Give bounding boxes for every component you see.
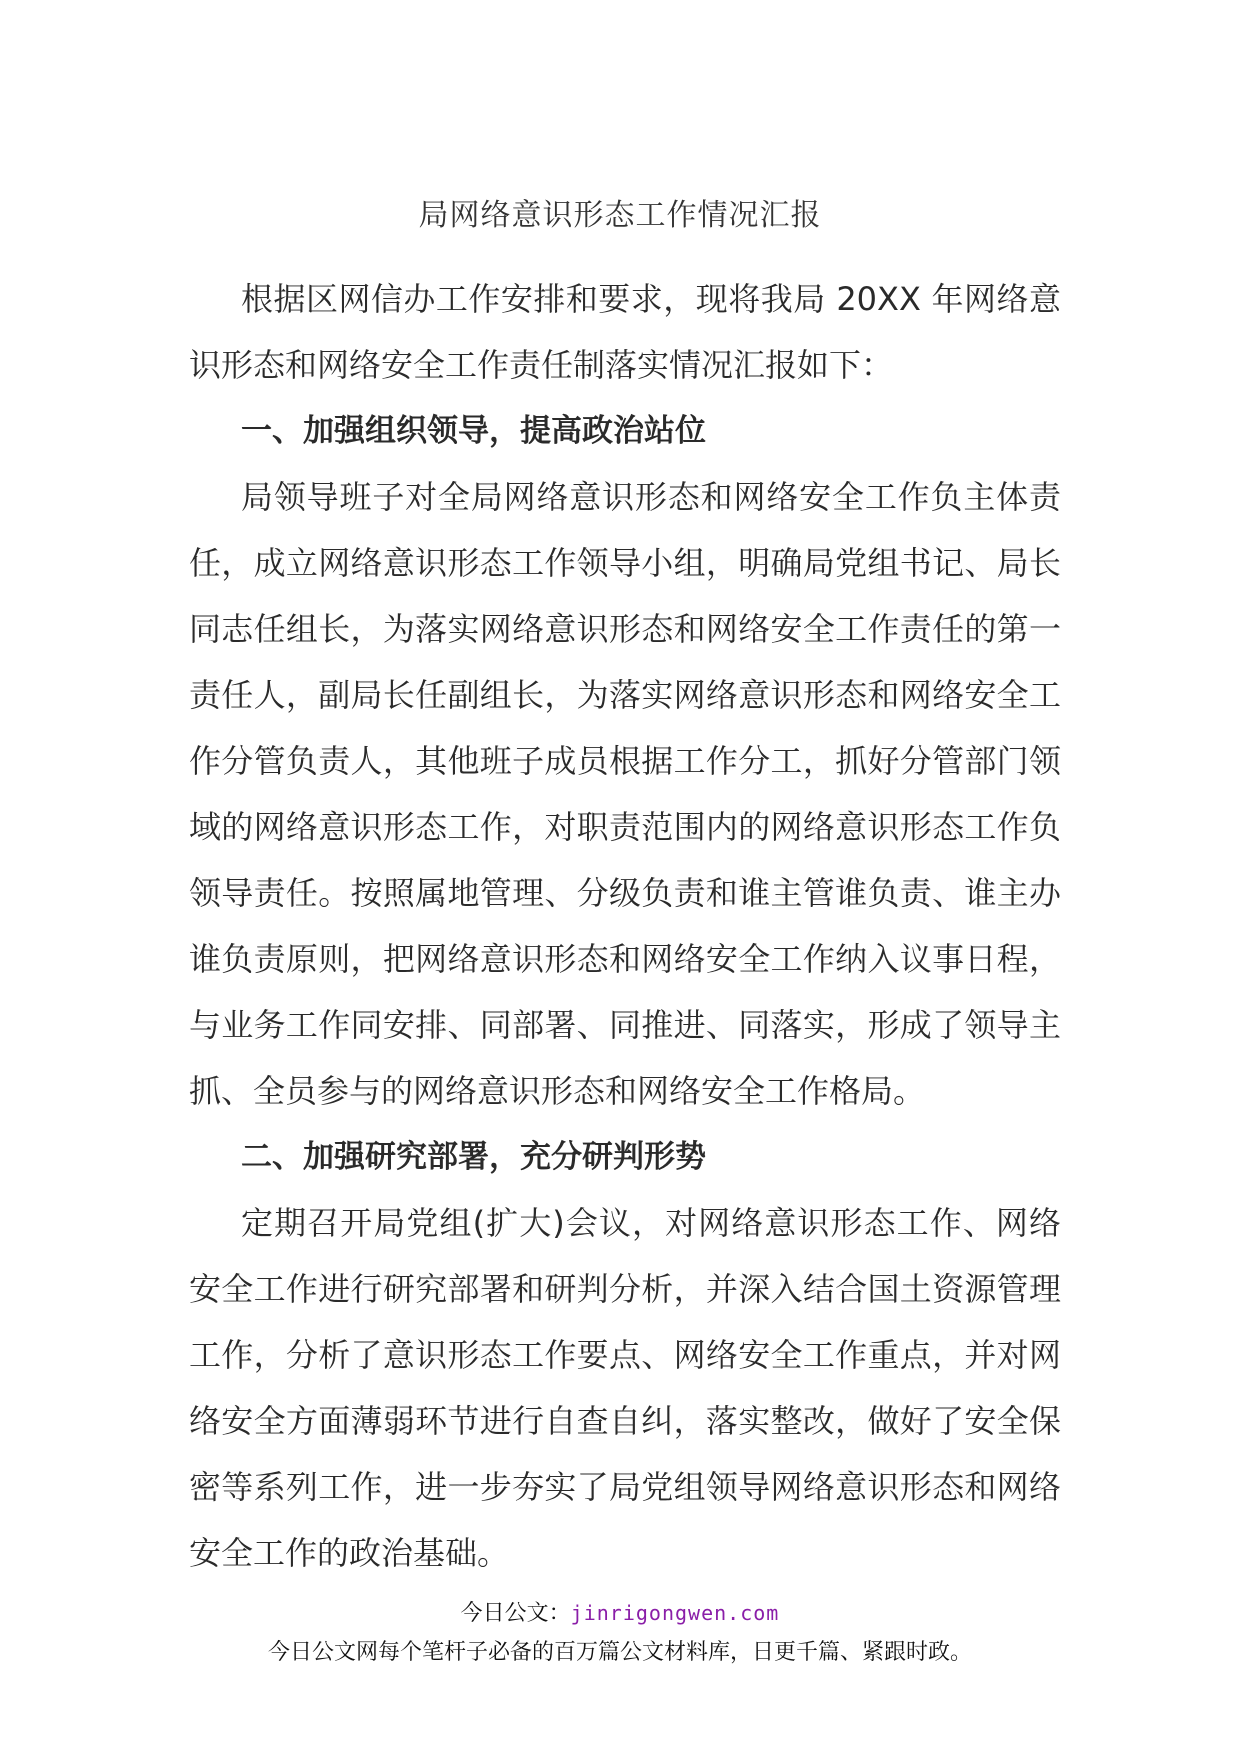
document-body — [189, 266, 1061, 1586]
footer-site-label: 今日公文： — [460, 1601, 571, 1626]
footer-slogan: 今日公文网每个笔杆子必备的百万篇公文材料库，日更千篇、紧跟时政。 — [267, 1640, 972, 1665]
section-heading-2: 二、加强研究部署，充分研判形势 — [241, 1139, 706, 1175]
section-heading-1: 一、加强组织领导，提高政治站位 — [241, 413, 706, 449]
footer-site-line — [0, 1596, 1240, 1631]
section-2-paragraph: 定期召开局党组(扩大)会议，对网络意识形态工作、网络安全工作进行研究部署和研判分析，并深入结合国土资源管理工作，分析了意识形态工作要点、网络安全工作重点，并对网络安全方面薄弱环节进行自查自纠，落实整改，做好了安全保密等系列工作，进一步夯实了局党组领导网络意识形态和网络安全工作的政治基础。 — [189, 1204, 1061, 1572]
document-title: 局网络意识形态工作情况汇报 — [418, 198, 822, 233]
footer-site-url[interactable]: jinrigongwen.com — [570, 1601, 780, 1625]
section-1-paragraph: 局领导班子对全局网络意识形态和网络安全工作负主体责任，成立网络意识形态工作领导小组，明确局党组书记、局长同志任组长，为落实网络意识形态和网络安全工作责任的第一责任人，副局长任副组长，为落实网络意识形态和网络安全工作分管负责人，其他班子成员根据工作分工，抓好分管部门领域的网络意识形态工作，对职责范围内的网络意识形态工作负领导责任。按照属地管理、分级负责和谁主管谁负责、谁主办谁负责原则，把网络意识形态和网络安全工作纳入议事日程，与业务工作同安排、同部署、同推进、同落实，形成了领导主抓、全员参与的网络意识形态和网络安全工作格局。 — [189, 478, 1061, 1110]
intro-paragraph: 根据区网信办工作安排和要求，现将我局 20XX 年网络意识形态和网络安全工作责任制落实情况汇报如下： — [189, 280, 1061, 384]
